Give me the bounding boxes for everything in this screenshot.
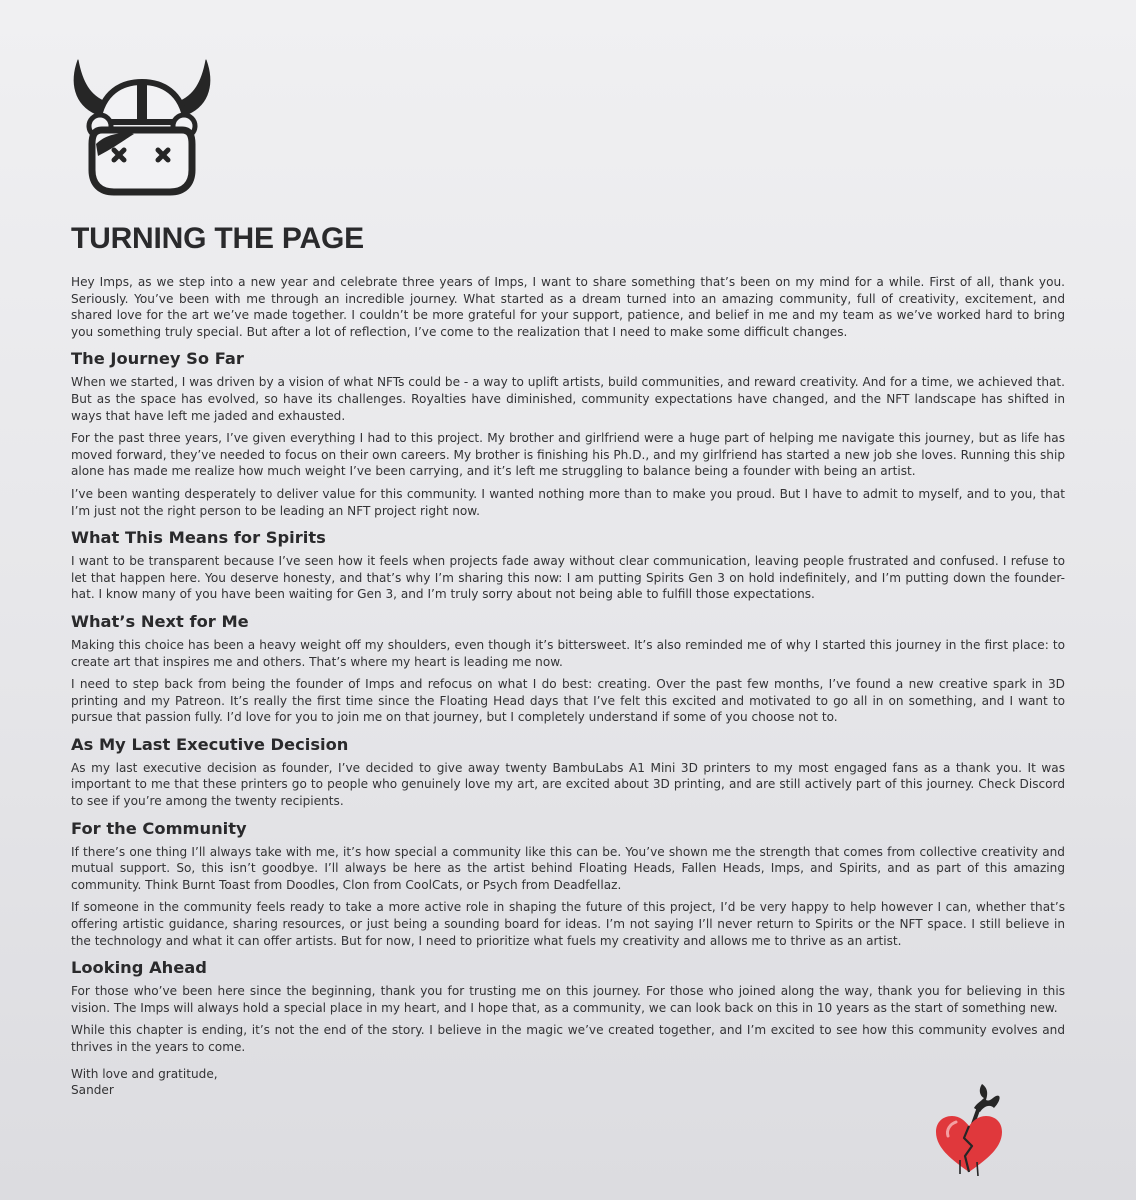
intro-paragraph: Hey Imps, as we step into a new year and celebrate three years of Imps, I want to share something that’s been on my mind for a while. First of all, thank you. Seriously. You’ve been with me through an incredible journey. What started as a dream turned into an amazing community, full of creativity, excitement, and shared love for the art we’ve made together. I couldn’t be more grateful for your support, patience, and belief in me and my team as we’ve worked hard to bring you something truly special. But after a lot of reflection, I’ve come to the realization that I need to make some difficult changes. <box>71 275 1065 339</box>
section-heading-community: For the Community <box>71 818 247 838</box>
broken-heart-dagger-icon <box>930 1082 1008 1178</box>
imp-helmet-logo-icon <box>68 52 216 202</box>
signoff <box>71 1066 1065 1099</box>
section-paragraph: I want to be transparent because I’ve seen how it feels when projects fade away without clear communication, leaving people frustrated and confused. I refuse to let that happen here. You deserve honesty, and that’s why I’m sharing this now: I am putting Spirits Gen 3 on hold indefinitely, and I’m putting down the founder-hat. I know many of you have been waiting for Gen 3, and I’m truly sorry about not being able to fulfill those expectations. <box>71 554 1065 602</box>
signoff-name: Sander <box>71 1083 114 1098</box>
page-title: TURNING THE PAGE <box>71 222 364 255</box>
section-paragraph: Making this choice has been a heavy weight off my shoulders, even though it’s bittersweet. It’s also reminded me of why I started this journey in the first place: to create art that inspires me and others. That’s where my heart is leading me now. <box>71 637 1065 669</box>
section-paragraph: I need to step back from being the founder of Imps and refocus on what I do best: creating. Over the past few months, I’ve found a new creative spark in 3D printing and my Patreon. It’s really the first time since the Floating Head days that I’ve felt this excited and motivated to go all in on something, and I want to pursue that passion fully. I’d love for you to join me on that journey, but I completely understand if some of you choose not to. <box>71 677 1065 725</box>
section-heading-journey: The Journey So Far <box>71 349 244 369</box>
section-paragraph: When we started, I was driven by a vision of what NFTs could be - a way to uplift artists, build communities, and reward creativity. And for a time, we achieved that. But as the space has evolved, so have its challenges. Royalties have diminished, community expectations have changed, and the NFT landscape has shifted in ways that have left me jaded and exhausted. <box>71 375 1065 423</box>
section-heading-ahead: Looking Ahead <box>71 958 207 978</box>
section-heading-next: What’s Next for Me <box>71 611 249 631</box>
section-paragraph: If there’s one thing I’ll always take with me, it’s how special a community like this can be. You’ve shown me the strength that comes from collective creativity and mutual support. So, this isn’t goodbye. I’ll always be here as the artist behind Floating Heads, Fallen Heads, Imps, and Spirits, and as part of this amazing community. Think Burnt Toast from Doodles, Clon from CoolCats, or Psych from Deadfellaz. <box>71 844 1065 892</box>
section-paragraph: I’ve been wanting desperately to deliver value for this community. I wanted nothing more than to make you proud. But I have to admit to myself, and to you, that I’m just not the right person to be leading an NFT project right now. <box>71 486 1065 518</box>
section-heading-decision: As My Last Executive Decision <box>71 734 349 754</box>
section-paragraph: For those who’ve been here since the beginning, thank you for trusting me on this journey. For those who joined along the way, thank you for believing in this vision. The Imps will always hold a special place in my heart, and I hope that, as a community, we can look back on this in 10 years as the start of something new. <box>71 984 1065 1015</box>
section-paragraph: As my last executive decision as founder, I’ve decided to give away twenty BambuLabs A1 Mini 3D printers to my most engaged fans as a thank you. It was important to me that these printers go to people who genuinely love my art, are excited about 3D printing, and are still actively part of this journey. Check Discord to see if you’re among the twenty recipients. <box>71 760 1065 809</box>
section-paragraph: While this chapter is ending, it’s not the end of the story. I believe in the magic we’ve created together, and I’m excited to see how this community evolves and thrives in the years to come. <box>71 1023 1065 1054</box>
section-paragraph: For the past three years, I’ve given everything I had to this project. My brother and girlfriend were a huge part of helping me navigate this journey, but as life has moved forward, they’ve needed to focus on their own careers. My brother is finishing his Ph.D., and my girlfriend has started a new job she loves. Running this ship alone has made me realize how much weight I’ve been carrying, and it’s left me struggling to balance being a founder with being an artist. <box>71 431 1065 479</box>
section-heading-spirits: What This Means for Spirits <box>71 528 326 548</box>
section-paragraph: If someone in the community feels ready to take a more active role in shaping the future of this project, I’d be very happy to help however I can, whether that’s offering artistic guidance, sharing resources, or just being a sounding board for ideas. I’m not saying I’ll never return to Spirits or the NFT space. I still believe in the technology and what it can offer artists. But for now, I need to prioritize what fuels my creativity and allows me to thrive as an artist. <box>71 900 1065 948</box>
letter-content <box>71 222 1065 1099</box>
signoff-closing: With love and gratitude, <box>71 1066 218 1081</box>
